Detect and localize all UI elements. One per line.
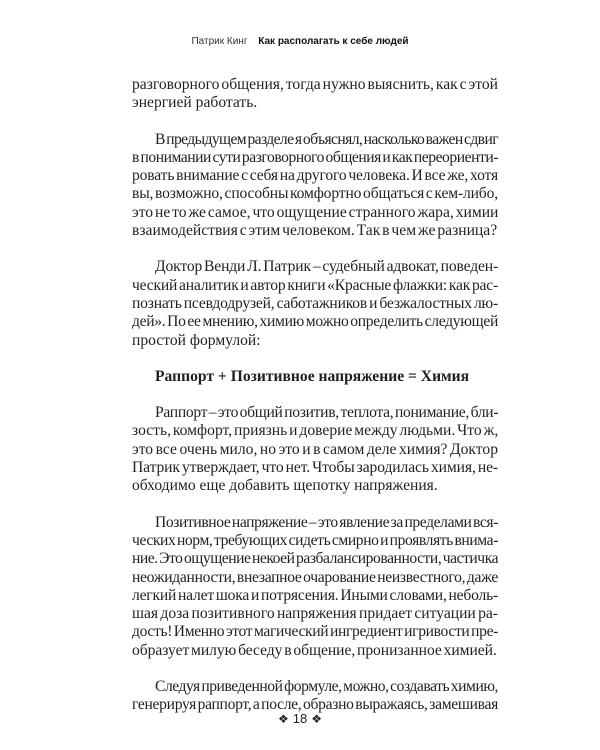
formula: Раппорт + Позитивное напряжение = Химия: [155, 367, 470, 385]
paragraph: [132, 514, 498, 660]
text-line: неожиданности, внезапное очарование неизвестного, даже: [132, 568, 498, 586]
text-line: Раппорт – это общий позитив, теплота, понимание, бли-: [155, 404, 499, 422]
text-line: разговорного общения, тогда нужно выяснить, как с этой: [132, 76, 498, 93]
text-line: простой формулой:: [132, 331, 261, 349]
text-line: вы, возможно, способны комфортно общаться с кем-либо,: [132, 185, 498, 203]
text-line: ние. Это ощущение некоей разбалансированности, частичка: [132, 550, 499, 568]
text-line: ческих норм, требующих сидеть смирно и проявлять внима-: [132, 531, 498, 549]
text-line: генерируя раппорт, а после, образно выражаясь, замешивая: [132, 696, 498, 714]
text-line: образует милую беседу в общение, пронизанное химией.: [132, 641, 497, 659]
text-line: познать псевдодрузей, саботажников и безжалостных лю-: [132, 294, 498, 312]
text-line: легкий налет шока и потрясения. Иными словами, неболь-: [132, 586, 498, 604]
text-line: дость! Именно этот магический ингредиент игривости пре-: [132, 623, 498, 641]
body-text: [132, 76, 498, 733]
text-line: ческий аналитик и автор книги «Красные флажки: как рас-: [132, 276, 498, 294]
paragraph: [132, 404, 498, 495]
text-line: обходимо еще добавить щепотку напряжения.: [132, 477, 438, 495]
paragraph: [132, 131, 498, 241]
text-line: Доктор Венди Л. Патрик – судебный адвокат, поведен-: [155, 258, 498, 276]
formula-paragraph: [132, 368, 498, 386]
text-line: это все очень мило, но это и в самом деле химия? Доктор: [132, 440, 498, 458]
text-line: энергией работать.: [132, 94, 258, 112]
text-line: взаимодействия с этим человеком. Так в чем же разница?: [132, 222, 498, 240]
text-line: дей». По ее мнению, химию можно определить следующей: [132, 313, 498, 331]
text-line: Позитивное напряжение – это явление за пределами вся-: [155, 513, 498, 531]
ornament-icon: ❖: [278, 712, 289, 726]
text-line: Следуя приведенной формуле, можно, создавать химию,: [155, 678, 498, 696]
text-line: В предыдущем разделе я объяснял, насколько важен сдвиг: [155, 130, 498, 148]
text-line: это не то же самое, что ощущение странного жара, химии: [132, 203, 499, 221]
text-line: шая доза позитивного напряжения придает ситуации ра-: [132, 605, 498, 623]
paragraph: [132, 258, 498, 349]
running-header: [0, 34, 600, 50]
ornament-icon: ❖: [311, 712, 322, 726]
page-number: 18: [292, 711, 308, 726]
text-line: в понимании сути разговорного общения и как переориенти-: [132, 148, 498, 166]
page-footer: [0, 710, 600, 728]
text-line: ровать внимание с себя на другого человека. И все же, хотя: [132, 167, 498, 185]
paragraph: [132, 76, 498, 113]
text-line: Патрик утверждает, что нет. Чтобы зародилась химия, не-: [132, 459, 498, 477]
text-line: зость, комфорт, приязнь и доверие между людьми. Что ж,: [132, 422, 499, 440]
header-book-title: Как располагать к себе людей: [258, 36, 409, 47]
header-author: Патрик Кинг: [191, 36, 248, 47]
